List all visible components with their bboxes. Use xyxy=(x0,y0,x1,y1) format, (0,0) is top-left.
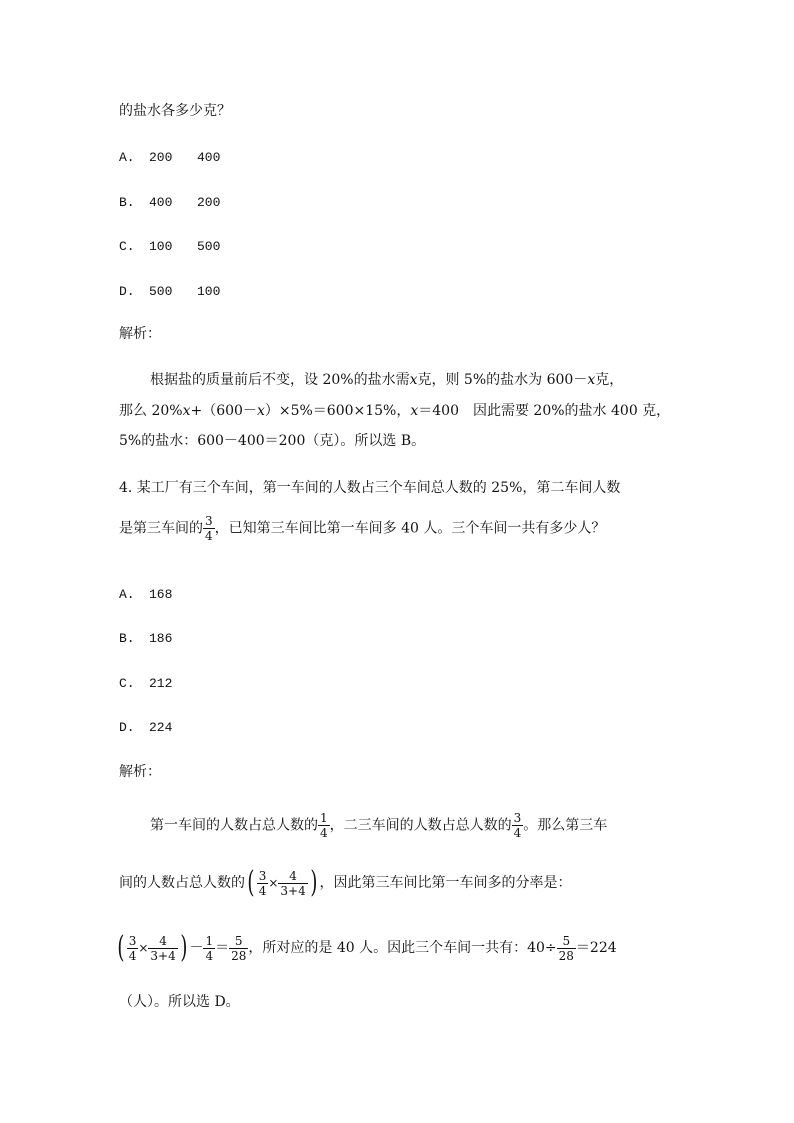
option-value-1: 500 xyxy=(149,284,173,299)
q3-analysis-line-3: 5%的盐水：600－400＝200（克）。所以选 B。 xyxy=(119,433,426,449)
q4-analysis-label: 解析： xyxy=(119,764,161,780)
q3-analysis-label: 解析： xyxy=(119,326,161,342)
q3-option-b xyxy=(119,195,220,210)
option-label: C. xyxy=(119,676,135,691)
q3-option-d xyxy=(119,284,220,299)
option-label: A. xyxy=(119,150,135,165)
option-value: 186 xyxy=(149,631,173,646)
option-label: B. xyxy=(119,195,135,210)
option-value: 168 xyxy=(149,587,173,602)
q4-option-b xyxy=(119,631,172,646)
fraction: $\frac{3}{4}$ xyxy=(513,811,522,840)
q3-stem-tail: 的盐水各多少克？ xyxy=(119,103,231,119)
q4-analysis-line-1: 第一车间的人数占总人数的 $\frac{1}{4}$ ，二三车间的人数占总人数的 $\frac{3}{4}$ 。那么第三车 xyxy=(150,811,608,840)
option-value: 224 xyxy=(149,720,173,735)
q4-option-c xyxy=(119,676,172,691)
q4-stem-line-1: 4. 某工厂有三个车间，第一车间的人数占三个车间总人数的 25%，第二车间人数 xyxy=(119,480,621,496)
option-value-1: 400 xyxy=(149,195,173,210)
option-value-1: 200 xyxy=(149,150,173,165)
fraction: $\frac{3}{4}$ xyxy=(205,514,213,543)
option-value-1: 100 xyxy=(149,239,173,254)
fraction: $\frac{1}{4}$ xyxy=(320,811,328,840)
q3-option-c xyxy=(119,239,220,254)
q4-option-d xyxy=(119,720,172,735)
option-value-2: 100 xyxy=(197,284,221,299)
option-label: D. xyxy=(119,720,135,735)
parenthesized-expression: ( $\frac{3}{4}$ × $\frac{4}{3+4}$ ) xyxy=(117,930,188,965)
option-label: C. xyxy=(119,239,135,254)
q4-analysis-line-2: 间的人数占总人数的 ( $\frac{3}{4}$ × $\frac{4}{3+4}$ ) ，因此第三车间比第一车间多的分率是： xyxy=(119,865,572,900)
option-value: 212 xyxy=(149,676,173,691)
q3-analysis-line-2: 那么 20%x+（600－x）×5%＝600×15%，x＝400 因此需要 20%的盐水 400 克， xyxy=(119,403,671,419)
q4-option-a xyxy=(119,587,172,602)
option-label: D. xyxy=(119,284,135,299)
option-label: A. xyxy=(119,587,135,602)
option-value-2: 400 xyxy=(197,150,221,165)
option-label: B. xyxy=(119,631,135,646)
option-value-2: 200 xyxy=(197,195,221,210)
q3-analysis-line-1: 根据盐的质量前后不变，设 20%的盐水需x克，则 5%的盐水为 600－x克， xyxy=(150,372,624,388)
option-value-2: 500 xyxy=(197,239,221,254)
parenthesized-expression: ( $\frac{3}{4}$ × $\frac{4}{3+4}$ ) xyxy=(247,865,318,900)
q4-stem-line-2: 是第三车间的 $\frac{3}{4}$ ，已知第三车间比第一车间多 40 人。三个车间一共有多少人？ xyxy=(119,514,606,543)
q4-analysis-line-3: ( $\frac{3}{4}$ × $\frac{4}{3+4}$ ) － $\frac{1}{4}$ ＝ $\frac{5}{28}$ ，所对应的是 40 人。因此三个车间一共有：40÷ $\frac{5}{28}$ ＝224 xyxy=(115,933,617,963)
q4-analysis-line-4: （人）。所以选 D。 xyxy=(119,994,240,1010)
q3-option-a xyxy=(119,150,220,165)
